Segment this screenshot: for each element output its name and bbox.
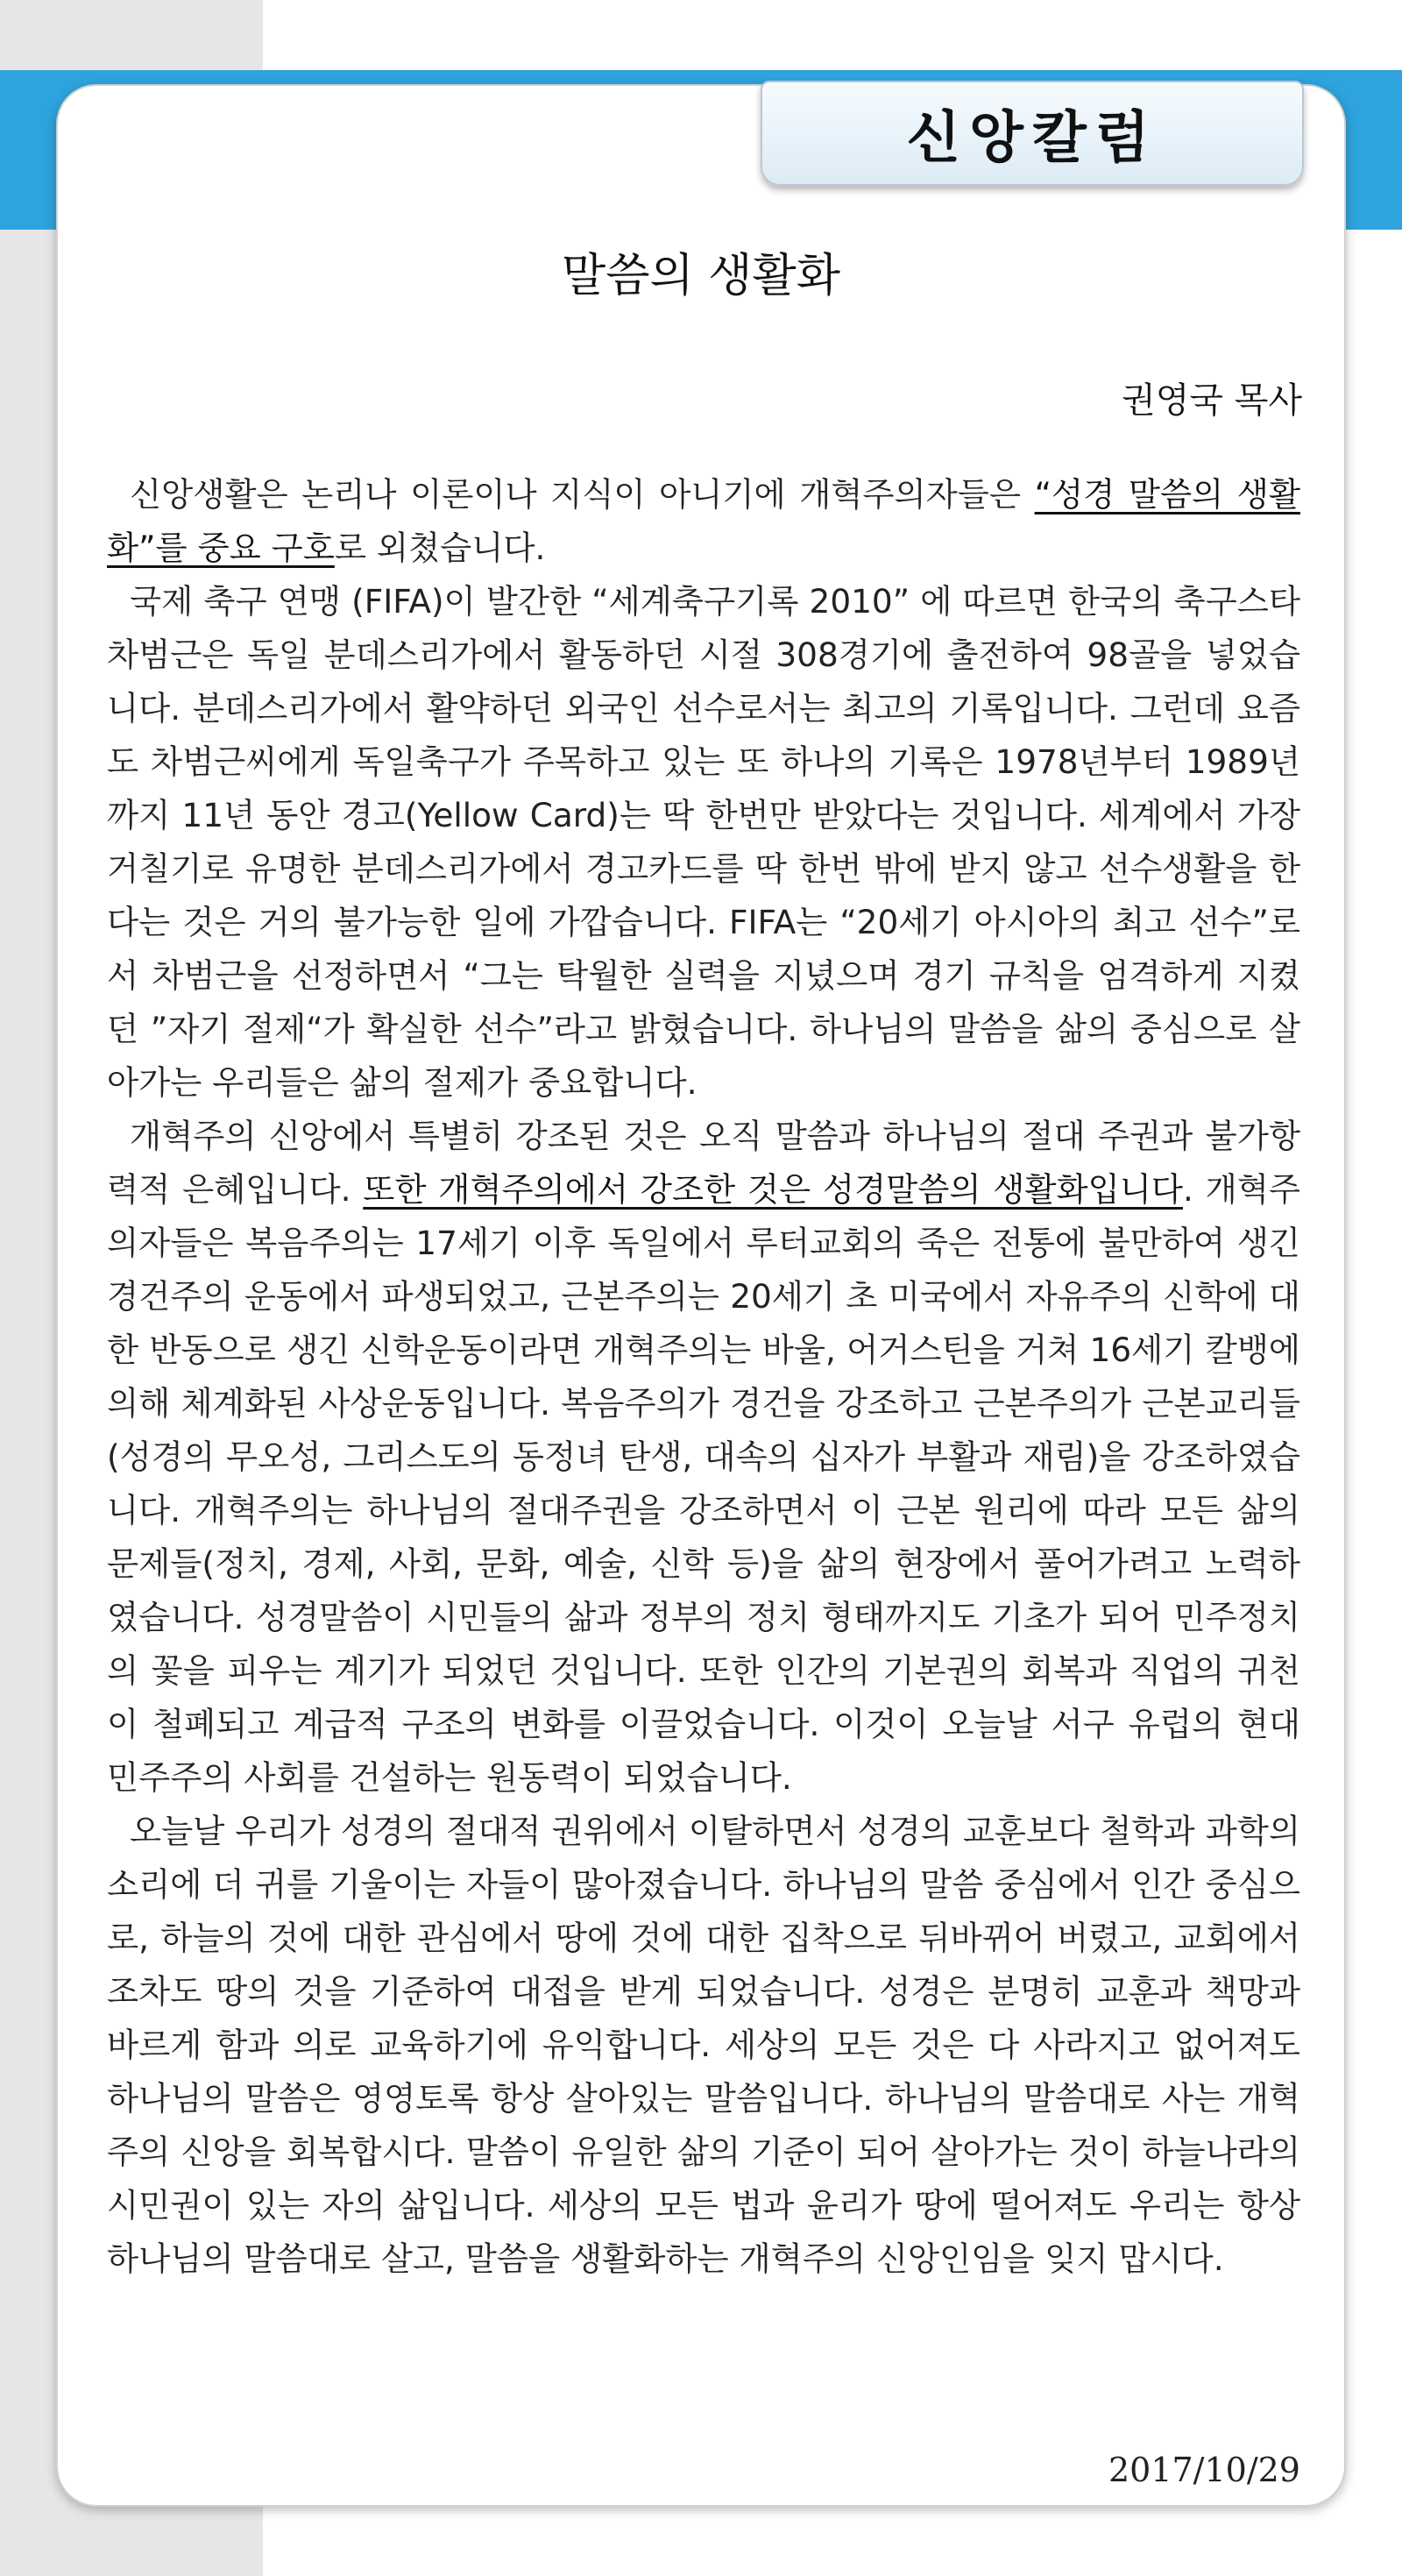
- paragraph-4: 오늘날 우리가 성경의 절대적 권위에서 이탈하면서 성경의 교훈보다 철학과 과학의 소리에 더 귀를 기울이는 자들이 많아졌습니다. 하나님의 말씀 중심에서 인간 중심으로, 하늘의 것에 대한 관심에서 땅에 것에 대한 집착으로 뒤바뀌어 버렸고, 교회에서 조차도 땅의 것을 기준하여 대접을 받게 되었습니다. 성경은 분명히 교훈과 책망과 바르게 함과 의로 교육하기에 유익합니다. 세상의 모든 것은 다 사라지고 없어져도 하나님의 말씀은 영영토록 항상 살아있는 말씀입니다. 하나님의 말씀대로 사는 개혁주의 신앙을 회복합시다. 말씀이 유일한 삶의 기준이 되어 살아가는 것이 하늘나라의 시민권이 있는 자의 삶입니다. 세상의 모든 법과 윤리가 땅에 떨어져도 우리는 항상 하나님의 말씀대로 살고, 말씀을 생활화하는 개혁주의 신앙인임을 잊지 맙시다.: [107, 1812, 1300, 2278]
- article-author: 권영국 목사: [1122, 380, 1302, 421]
- article-date: 2017/10/29: [1108, 2451, 1300, 2489]
- column-category-label: 신앙칼럼: [906, 106, 1158, 171]
- paragraph-1: [107, 468, 1300, 575]
- paragraph-3-text: 개혁주의 신앙에서 특별히 강조된 것은 오직 말씀과 하나님의 절대 주권과 불가항력적 은혜입니다.: [107, 1117, 1300, 1209]
- paragraph-3-tail: . 개혁주의자들은 복음주의는 17세기 이후 독일에서 루터교회의 죽은 전통에 불만하여 생긴 경건주의 운동에서 파생되었고, 근본주의는 20세기 초 미국에서 자유주의 신학에 대한 반동으로 생긴 신학운동이라면 개혁주의는 바울, 어거스틴을 거쳐 16세기 칼뱅에 의해 체계화된 사상운동입니다. 복음주의가 경건을 강조하고 근본주의가 근본교리들(성경의 무오성, 그리스도의 동정녀 탄생, 대속의 십자가 부활과 재림)을 강조하였습니다. 개혁주의는 하나님의 절대주권을 강조하면서 이 근본 원리에 따라 모든 삶의 문제들(정치, 경제, 사회, 문화, 예술, 신학 등)을 삶의 현장에서 풀어가려고 노력하였습니다. 성경말씀이 시민들의 삶과 정부의 정치 형태까지도 기초가 되어 민주정치의 꽃을 피우는 계기가 되었던 것입니다. 또한 인간의 기본권의 회복과 직업의 귀천이 철폐되고 계급적 구조의 변화를 이끌었습니다. 이것이 오늘날 서구 유럽의 현대 민주주의 사회를 건설하는 원동력이 되었습니다.: [107, 1170, 1300, 1797]
- paragraph-3-emphasis: 또한 개혁주의에서 강조한 것은 성경말씀의 생활화입니다: [363, 1170, 1183, 1209]
- article-title: 말씀의 생활화: [562, 250, 840, 302]
- column-category-tab: [761, 81, 1304, 186]
- paragraph-1-text: 신앙생활은 논리나 이론이나 지식이 아니기에 개혁주의자들은: [130, 475, 1035, 514]
- article-body: [107, 468, 1300, 2286]
- paragraph-3: [107, 1110, 1300, 1805]
- paragraph-1-emphasis: “성경 말씀의 생활화”를 중요 구호: [107, 475, 1301, 567]
- paragraph-2: 국제 축구 연맹 (FIFA)이 발간한 “세계축구기록 2010” 에 따르면 한국의 축구스타 차범근은 독일 분데스리가에서 활동하던 시절 308경기에 출전하여 98골을 넣었습니다. 분데스리가에서 활약하던 외국인 선수로서는 최고의 기록입니다. 그런데 요즘도 차범근씨에게 독일축구가 주목하고 있는 또 하나의 기록은 1978년부터 1989년까지 11년 동안 경고(Yellow Card)는 딱 한번만 받았다는 것입니다. 세계에서 가장 거칠기로 유명한 분데스리가에서 경고카드를 딱 한번 밖에 받지 않고 선수생활을 한다는 것은 거의 불가능한 일에 가깝습니다. FIFA는 “20세기 아시아의 최고 선수”로서 차범근을 선정하면서 “그는 탁월한 실력을 지녔으며 경기 규칙을 엄격하게 지켰던 ”자기 절제“가 확실한 선수”라고 밝혔습니다. 하나님의 말씀을 삶의 중심으로 살아가는 우리들은 삶의 절제가 중요합니다.: [107, 582, 1300, 1102]
- paragraph-1-tail: 로 외쳤습니다.: [334, 529, 546, 567]
